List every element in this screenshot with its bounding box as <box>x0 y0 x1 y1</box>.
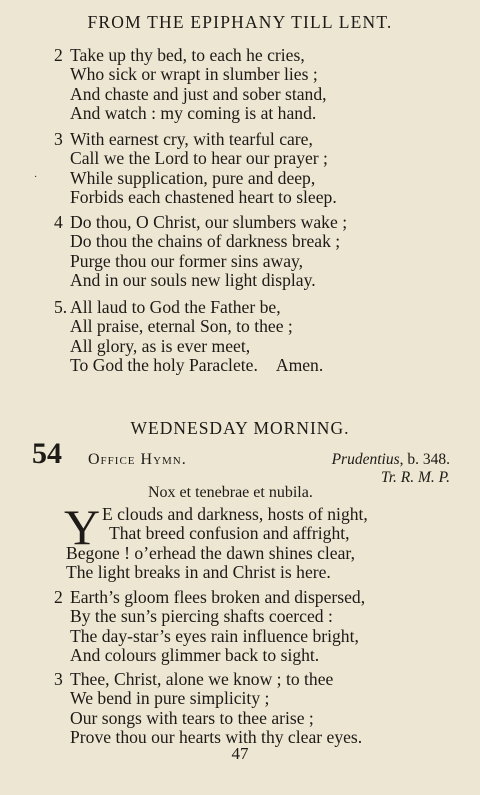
stray-mark: · <box>34 172 38 183</box>
verse-line: E clouds and darkness, hosts of night, <box>102 504 368 524</box>
verse-line: Who sick or wrapt in slumber lies ; <box>70 64 318 85</box>
stanza-number: 3 <box>54 129 63 149</box>
verse-line: And colours glimmer back to sight. <box>70 645 320 666</box>
verse-line: Our songs with tears to thee arise ; <box>70 707 314 728</box>
verse-line: The day-star’s eyes rain influence bright, <box>70 625 359 646</box>
author-attribution <box>332 451 450 469</box>
verse-line: That breed confusion and affright, <box>109 523 350 544</box>
verse-line: Call we the Lord to hear our prayer ; <box>70 148 328 169</box>
verse-line: Thee, Christ, alone we know ; to thee <box>70 669 334 689</box>
verse-line: Purge thou our former sins away, <box>70 250 304 271</box>
hymn-number: 54 <box>32 437 62 470</box>
drop-cap: Y <box>64 499 101 555</box>
verse-line: Begone ! o’erhead the dawn shines clear, <box>66 542 355 563</box>
verse-line: And in our souls new light display. <box>70 270 316 291</box>
verse-line: Do thou, O Christ, our slumbers wake ; <box>70 212 348 232</box>
stanza-3 <box>54 130 337 208</box>
amen: Amen. <box>275 355 324 376</box>
stanza-5 <box>54 298 323 376</box>
page-number: 47 <box>231 744 249 763</box>
verse-line: All laud to God the Father be, <box>70 297 281 317</box>
verse-line: With earnest cry, with tearful care, <box>70 129 313 149</box>
author-date: , b. 348. <box>399 451 450 468</box>
stanza-2 <box>54 46 327 124</box>
verse-line: Prove thou our hearts with thy clear eyes. <box>70 727 363 748</box>
verse-line: And chaste and just and sober stand, <box>70 83 327 104</box>
author-name: Prudentius <box>331 451 400 468</box>
stanza-number: 2 <box>54 45 63 65</box>
hymn-stanza-2 <box>54 588 365 666</box>
verse-line: Earth’s gloom flees broken and dispersed, <box>70 587 366 607</box>
hymn-stanza-3 <box>54 670 362 748</box>
verse-line: Forbids each chastened heart to sleep. <box>70 187 337 208</box>
running-head: FROM THE EPIPHANY TILL LENT. <box>87 12 393 32</box>
section-title: WEDNESDAY MORNING. <box>130 418 350 438</box>
hymn-stanza-1 <box>66 505 368 583</box>
stanza-number: 5. <box>54 297 68 317</box>
stanza-4 <box>54 213 347 291</box>
verse-line: And watch : my coming is at hand. <box>70 103 317 124</box>
verse-line: The light breaks in and Christ is here. <box>66 562 331 583</box>
verse-line: While supplication, pure and deep, <box>70 167 316 188</box>
latin-incipit: Nox et tenebrae et nubila. <box>148 484 313 501</box>
stanza-number: 3 <box>54 669 63 689</box>
stanza-number: 2 <box>54 587 63 607</box>
verse-line: All glory, as is ever meet, <box>70 335 251 356</box>
verse-line: To God the holy Paraclete. <box>70 355 258 376</box>
stanza-number: 4 <box>54 212 63 232</box>
verse-line: All praise, eternal Son, to thee ; <box>70 316 293 337</box>
verse-line: By the sun’s piercing shafts coerced : <box>70 606 333 627</box>
verse-line: We bend in pure simplicity ; <box>70 688 270 709</box>
translator-attribution: Tr. R. M. P. <box>380 469 450 486</box>
office-hymn-label: Office Hymn. <box>88 451 187 468</box>
verse-line: Take up thy bed, to each he cries, <box>70 45 305 65</box>
verse-line: Do thou the chains of darkness break ; <box>70 231 341 252</box>
